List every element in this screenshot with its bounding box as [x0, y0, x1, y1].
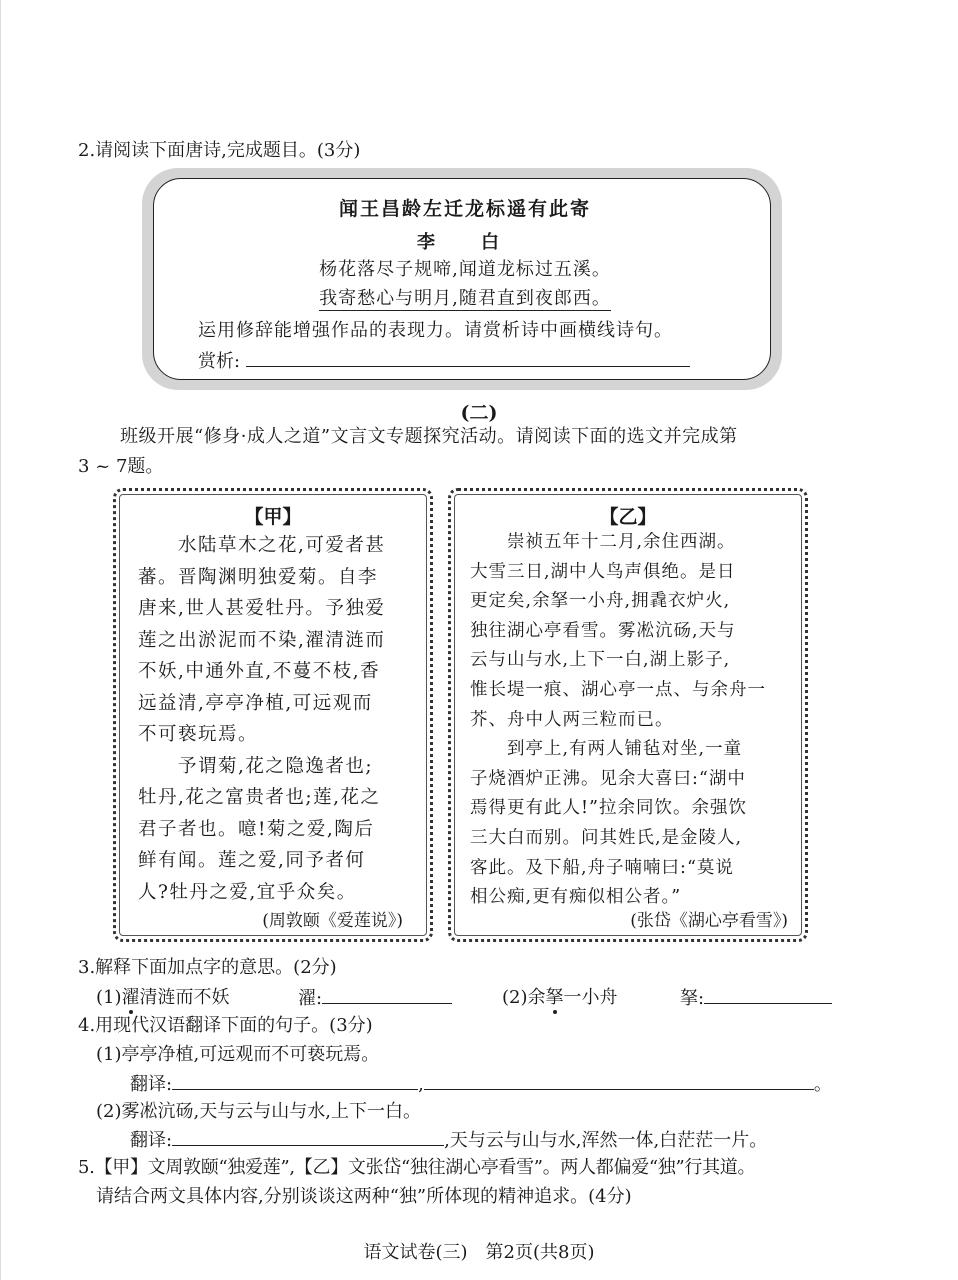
passage-a-line: 予谓菊,花之隐逸者也;: [138, 755, 374, 777]
passage-b-line: 更定矣,余拏一小舟,拥毳衣炉火,: [470, 591, 731, 612]
page-footer: 语文试卷(三) 第2页(共8页): [363, 1242, 595, 1263]
q3-answer-1: [298, 985, 452, 1012]
poem-author: 李 白: [417, 232, 513, 253]
translation-2-rest: ,天与云与山与水,浑然一体,白茫茫一片。: [444, 1130, 768, 1151]
passage-b-line: 三大白而别。问其姓氏,是金陵人,: [470, 827, 743, 848]
q3-stem: 3.解释下面加点字的意思。(2分): [78, 957, 337, 978]
passage-b-line: 焉得更有此人!”拉余同饮。余强饮: [470, 798, 747, 819]
passage-b-line: 子烧酒炉正沸。见余大喜曰:“湖中: [470, 768, 746, 789]
passage-a-line: 水陆草木之花,可爱者甚: [138, 535, 386, 556]
passage-a-line: 不妖,中通外直,不蔓不枝,香: [138, 661, 381, 682]
passage-b-source: (张岱《湖心亭看雪》): [630, 911, 788, 931]
translation-label: 翻译:: [130, 1130, 173, 1151]
poem-line-2: [150, 286, 780, 312]
q4-sentence-1: (1)亭亭净植,可远观而不可亵玩焉。: [96, 1044, 380, 1065]
q3-answer1-label: 濯:: [298, 988, 323, 1009]
comma: ,: [418, 1074, 424, 1095]
passage-b-line: 独往湖心亭看雪。雾凇沆砀,天与: [470, 620, 736, 641]
passage-a-line: 人?牡丹之爱,宜乎众矣。: [138, 881, 357, 903]
passage-b-line: 芥、舟中人两三粒而已。: [470, 709, 674, 730]
passage-a-line: 蕃。晋陶渊明独爱菊。自李: [138, 566, 379, 588]
passage-b-line: 云与山与水,上下一白,湖上影子,: [470, 650, 731, 671]
q4-sentence-2: (2)雾凇沆砀,天与云与山与水,上下一白。: [96, 1101, 421, 1122]
passage-a-line: 鲜有闻。莲之爱,同予者何: [138, 850, 366, 871]
passage-b-line: 大雪三日,湖中人鸟声俱绝。是日: [470, 561, 736, 582]
q3-item1-prefix: (1): [96, 987, 122, 1008]
q5-line-2: 请结合两文具体内容,分别谈谈这两种“独”所体现的精神追求。(4分): [96, 1186, 632, 1207]
translation-2-blank[interactable]: [172, 1127, 444, 1146]
q3-item-2: [502, 985, 618, 1011]
poem-title: 闻王昌龄左迁龙标遥有此寄: [338, 198, 591, 220]
passage-a-line: 唐来,世人甚爱牡丹。予独爱: [138, 598, 386, 619]
translation-label: 翻译:: [130, 1074, 173, 1095]
passage-b-line: 客此。及下船,舟子喃喃曰:“莫说: [470, 857, 734, 878]
passage-a-line: 牡丹,花之富贵者也;莲,花之: [138, 787, 381, 808]
period: 。: [813, 1074, 832, 1095]
q3-answer2-label: 拏:: [680, 988, 705, 1009]
q3-item-1: [96, 985, 230, 1011]
translation-1a-blank[interactable]: [172, 1071, 418, 1090]
passage-a-line: 远益清,亭亭净植,可远观而: [138, 692, 373, 714]
dotted-char-zhuo: 濯: [121, 987, 140, 1008]
q3-item1-suffix: 清涟而不妖: [139, 987, 230, 1008]
translation-1b-blank[interactable]: [424, 1071, 814, 1090]
poem-line-1: 杨花落尽子规啼,闻道龙标过五溪。: [319, 259, 611, 280]
passage-b-text: [470, 528, 806, 913]
passage-a-text: [138, 530, 430, 908]
underlined-verse: 我寄愁心与明月,随君直到夜郎西。: [319, 288, 611, 309]
q4-translation-1: [130, 1071, 832, 1098]
q2-answer-row: [198, 348, 690, 375]
q4-translation-2: [130, 1127, 767, 1154]
answer-blank[interactable]: [246, 348, 690, 367]
passage-b-line: 到亭上,有两人铺毡对坐,一童: [470, 739, 743, 760]
answer-label: 赏析:: [198, 351, 241, 372]
passage-b-line: 惟长堤一痕、湖心亭一点、与余舟一: [470, 679, 766, 700]
q4-stem: 4.用现代汉语翻译下面的句子。(3分): [78, 1015, 373, 1036]
q3-item2-prefix: (2)余: [502, 987, 546, 1008]
passage-b-line: 相公痴,更有痴似相公者。”: [470, 887, 682, 908]
q3-answer-2: [680, 985, 832, 1012]
passage-a-line: 不可亵玩焉。: [138, 724, 259, 745]
passage-b-line: 崇祯五年十二月,余住西湖。: [470, 532, 736, 552]
page-edge-line: [0, 0, 1, 1280]
q5-line-1: 5.【甲】文周敦颐“独爱莲”,【乙】文张岱“独往湖心亭看雪”。两人都偏爱“独”行其道。: [78, 1157, 756, 1178]
passage-b-label: 【乙】: [599, 506, 657, 528]
section-heading: (二): [460, 402, 498, 424]
passage-a-line: 君子者也。噫!菊之爱,陶后: [138, 818, 375, 840]
q2-task: 运用修辞能增强作品的表现力。请赏析诗中画横线诗句。: [198, 320, 673, 341]
q2-stem: 2.请阅读下面唐诗,完成题目。(3分): [78, 140, 361, 161]
passage-a-source: (周敦颐《爱莲说》): [262, 911, 403, 931]
section-intro-2: 3 ~ 7题。: [78, 456, 164, 477]
section-intro-1: 班级开展“修身·成人之道”文言文专题探究活动。请阅读下面的选文并完成第: [120, 426, 738, 447]
passage-a-label: 【甲】: [244, 506, 302, 528]
dotted-char-na: 拏: [545, 987, 564, 1008]
passage-a-line: 莲之出淤泥而不染,濯清涟而: [138, 629, 386, 651]
q3-answer2-blank[interactable]: [704, 985, 832, 1004]
q3-item2-suffix: 一小舟: [563, 987, 618, 1008]
q3-answer1-blank[interactable]: [322, 985, 452, 1004]
